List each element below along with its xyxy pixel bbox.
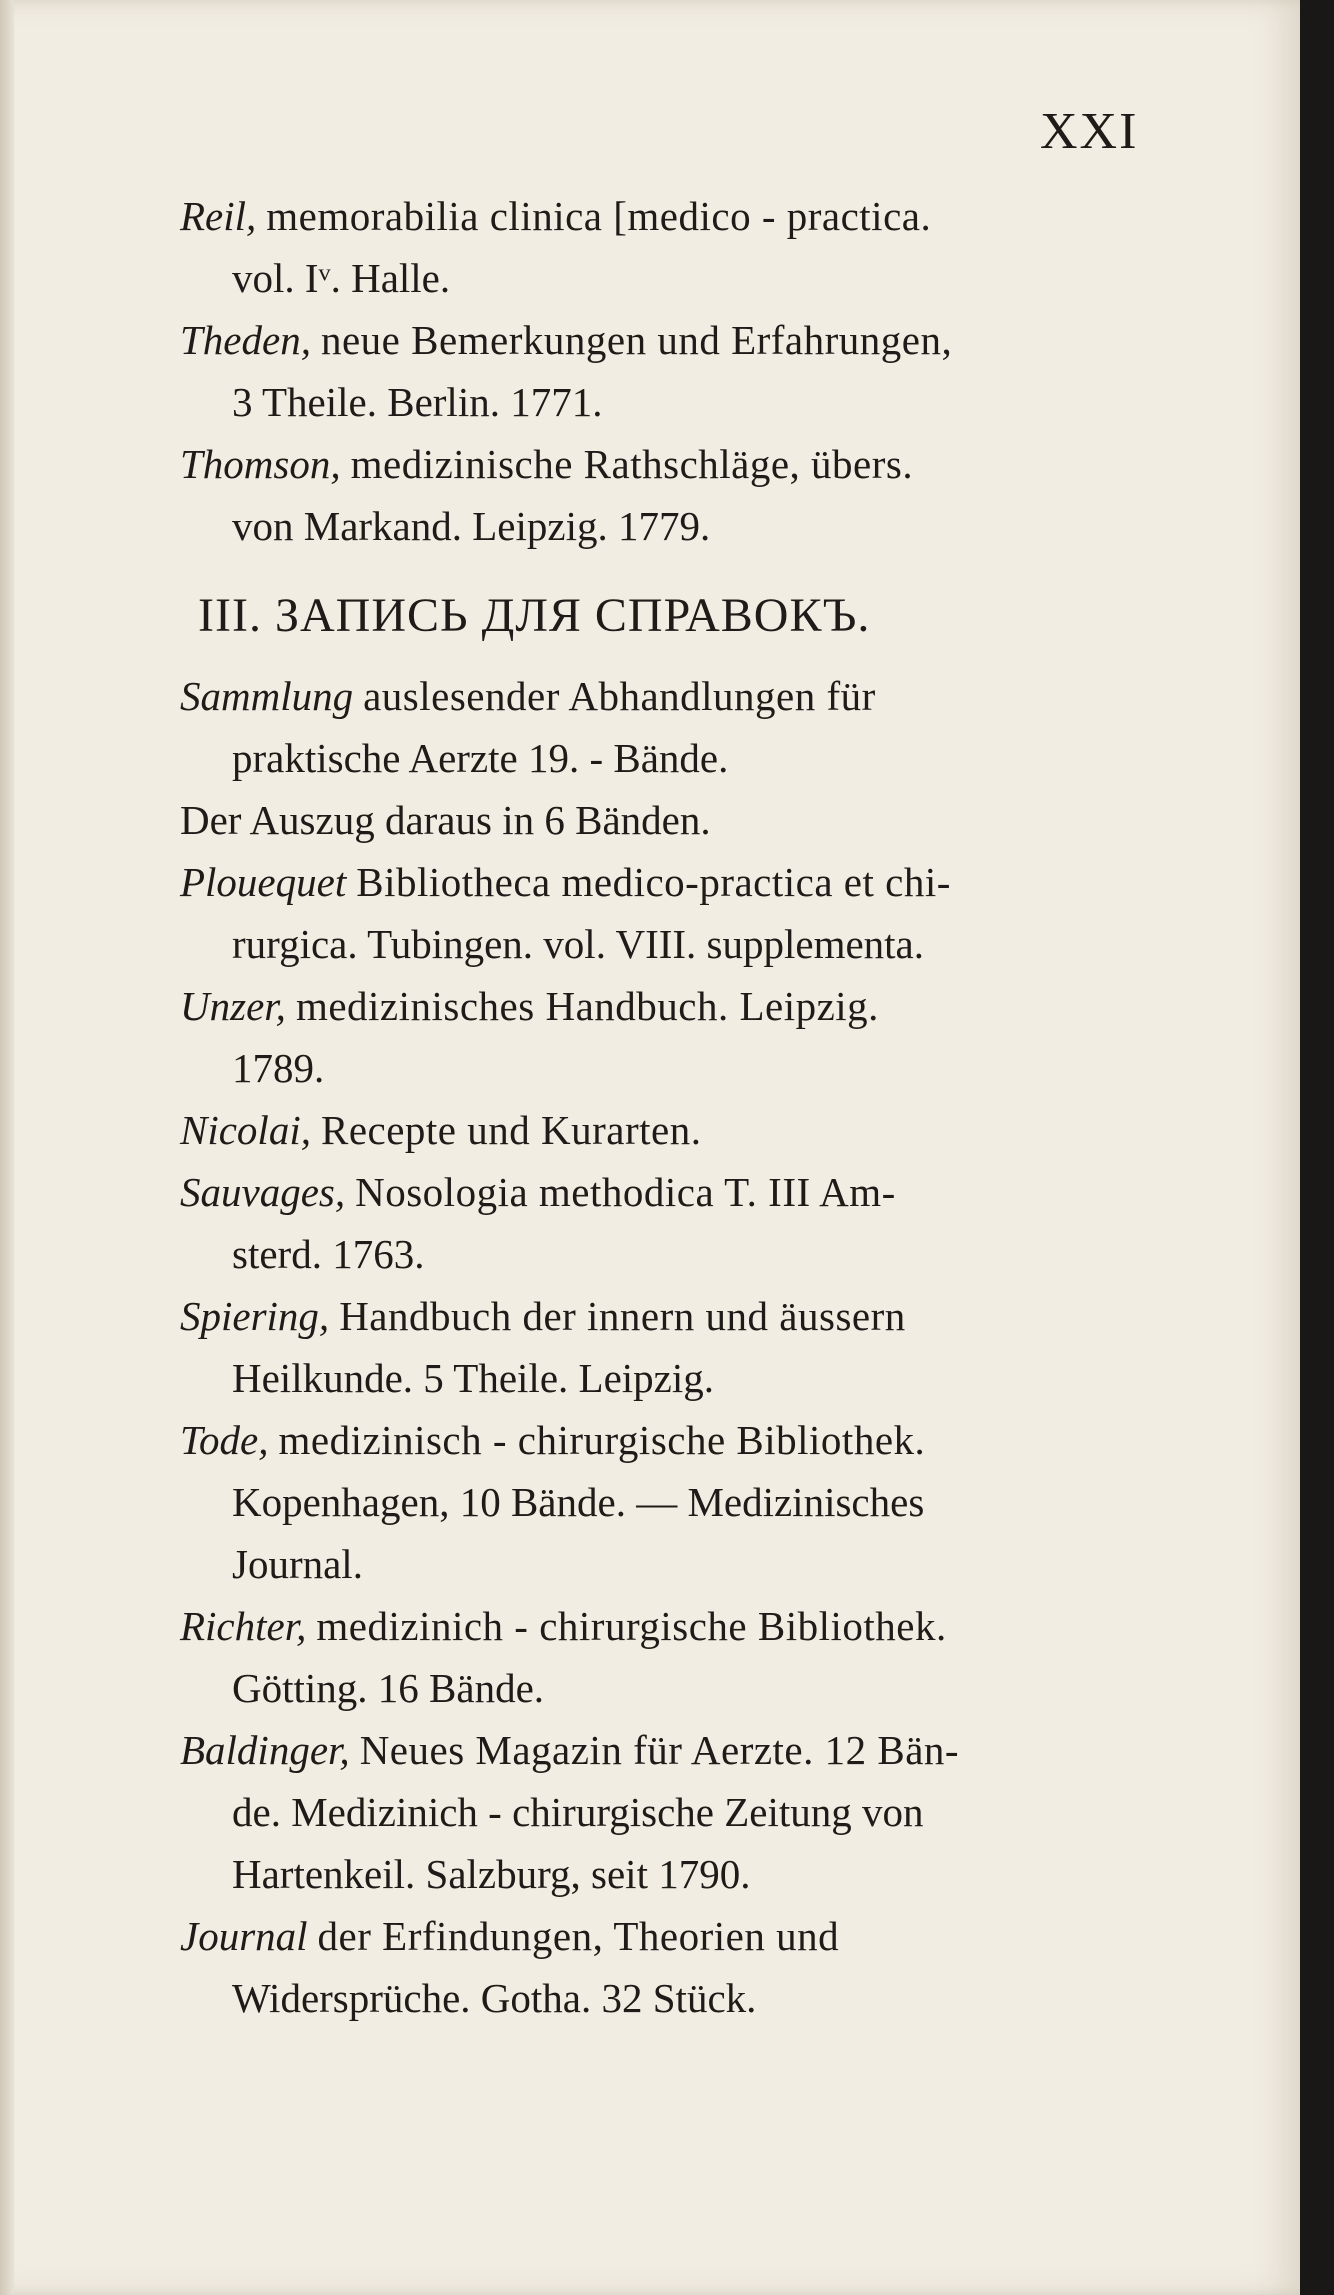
entry-author: Spiering, bbox=[180, 1293, 330, 1339]
entry-author: Unzer, bbox=[180, 983, 286, 1029]
bibliography-entry bbox=[180, 433, 1160, 557]
entry-author: Sauvages, bbox=[180, 1169, 346, 1215]
entry-author: Theden, bbox=[180, 317, 311, 363]
entry-continuation: 1789. bbox=[232, 1045, 325, 1091]
bibliography-entry bbox=[180, 1409, 1160, 1595]
entry-continuation: rurgica. Tubingen. vol. VIII. supplementa. bbox=[232, 921, 924, 967]
entry-continuation: Heilkunde. 5 Theile. Leipzig. bbox=[232, 1355, 714, 1401]
entry-text: Bibliotheca medico-practica et chi- bbox=[356, 859, 951, 905]
bibliography-entry bbox=[180, 1719, 1160, 1905]
bibliography-entry bbox=[180, 1099, 1160, 1161]
entry-author: Plouequet bbox=[180, 859, 347, 905]
entry-text: auslesender Abhandlungen für bbox=[363, 673, 876, 719]
entry-continuation: Hartenkeil. Salzburg, seit 1790. bbox=[232, 1851, 751, 1897]
bibliography-entry bbox=[180, 185, 1160, 309]
entry-text: Recepte und Kurarten. bbox=[320, 1107, 702, 1153]
bibliography-entry bbox=[180, 1285, 1160, 1409]
entry-author: Reil, bbox=[180, 193, 257, 239]
entry-author: Baldinger, bbox=[180, 1727, 350, 1773]
page-edge bbox=[0, 0, 14, 2295]
bibliography-entry bbox=[180, 851, 1160, 975]
bibliography-entry bbox=[180, 1595, 1160, 1719]
entry-text: medizinisch - chirurgische Bibliothek. bbox=[278, 1417, 926, 1463]
entry-text: medizinich - chirurgische Bibliothek. bbox=[316, 1603, 947, 1649]
entry-author: Thomson, bbox=[180, 441, 341, 487]
bibliography-entry bbox=[180, 1161, 1160, 1285]
bibliography-entry bbox=[180, 309, 1160, 433]
entry-continuation: Widersprüche. Gotha. 32 Stück. bbox=[232, 1975, 757, 2021]
entry-text: medizinisches Handbuch. Leipzig. bbox=[295, 983, 879, 1029]
entry-text: neue Bemerkungen und Erfahrungen, bbox=[320, 317, 953, 363]
entry-continuation: Götting. 16 Bände. bbox=[232, 1665, 545, 1711]
entry-text: Handbuch der innern und äussern bbox=[339, 1293, 906, 1339]
bibliography-entry bbox=[180, 975, 1160, 1099]
entry-text: Der Auszug daraus in 6 Bänden. bbox=[180, 797, 711, 843]
entry-author: Sammlung bbox=[180, 673, 354, 719]
entry-continuation: Kopenhagen, 10 Bände. — Medizinisches bbox=[232, 1479, 925, 1525]
entry-continuation: praktische Aerzte 19. - Bände. bbox=[232, 735, 729, 781]
entry-continuation: 3 Theile. Berlin. 1771. bbox=[232, 379, 603, 425]
bibliography-entry bbox=[180, 665, 1160, 789]
entry-author: Tode, bbox=[180, 1417, 269, 1463]
entry-author: Journal bbox=[180, 1913, 308, 1959]
entry-continuation: vol. Iᵛ. Halle. bbox=[232, 255, 451, 301]
entry-text: Nosologia methodica T. III Am- bbox=[355, 1169, 896, 1215]
entry-author: Richter, bbox=[180, 1603, 307, 1649]
entry-continuation: sterd. 1763. bbox=[232, 1231, 425, 1277]
bibliography-entry bbox=[180, 789, 1160, 851]
bibliography-list bbox=[180, 185, 1160, 2029]
entry-text: der Erfindungen, Theorien und bbox=[317, 1913, 840, 1959]
bibliography-entry bbox=[180, 1905, 1160, 2029]
section-heading: III. ЗАПИСЬ ДЛЯ СПРАВОКЪ. bbox=[198, 589, 871, 642]
entry-text: memorabilia clinica [medico - practica. bbox=[266, 193, 932, 239]
entry-text: Neues Magazin für Aerzte. 12 Bän- bbox=[359, 1727, 960, 1773]
entry-author: Nicolai, bbox=[180, 1107, 311, 1153]
entry-text: medizinische Rathschläge, übers. bbox=[350, 441, 914, 487]
entry-continuation: de. Medizinich - chirurgische Zeitung von bbox=[232, 1789, 924, 1835]
entry-continuation: von Markand. Leipzig. 1779. bbox=[232, 503, 711, 549]
entry-continuation: Journal. bbox=[232, 1541, 363, 1587]
page-number: XXI bbox=[1040, 103, 1139, 160]
